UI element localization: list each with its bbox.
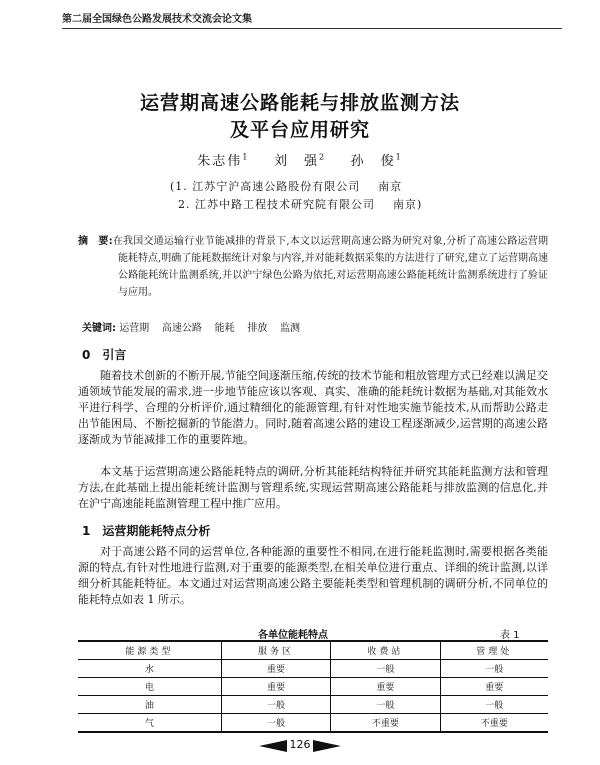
section-heading-intro: 0 引言 — [82, 348, 127, 362]
table-header-cell: 服务区 — [221, 641, 330, 660]
energy-characteristics-table — [78, 640, 548, 733]
table-cell: 一般 — [221, 714, 330, 733]
author-list — [0, 150, 600, 169]
keyword: 高速公路 — [161, 323, 202, 334]
author-affiliation-mark: 2 — [318, 152, 327, 162]
keywords — [82, 319, 300, 334]
table-cell: 一般 — [331, 696, 440, 714]
keyword: 排放 — [247, 323, 268, 334]
keywords-label: 关键词: — [82, 323, 116, 334]
table-cell: 水 — [78, 660, 221, 678]
affiliation-city: 南京) — [393, 198, 423, 211]
table-row — [78, 660, 548, 678]
table-cell: 一般 — [331, 660, 440, 678]
paper-title-line-1: 运营期高速公路能耗与排放监测方法 — [139, 92, 460, 114]
keyword: 监测 — [280, 323, 301, 334]
running-header: 第二届全国绿色公路发展技术交流会论文集 — [62, 10, 562, 29]
table-number: 表 1 — [500, 630, 520, 641]
abstract — [78, 233, 548, 301]
affiliation-name: 2. 江苏中路工程技术研究院有限公司 — [178, 198, 375, 211]
table-cell: 不重要 — [440, 714, 548, 733]
table-cell: 重要 — [440, 678, 548, 696]
table-cell: 油 — [78, 696, 221, 714]
author-name: 孙 俊 — [350, 154, 396, 169]
abstract-label: 摘 要: — [78, 236, 113, 247]
table-caption: 各单位能耗特点 — [258, 630, 328, 641]
table-header-row — [78, 641, 548, 660]
table-header-cell: 能源类型 — [78, 641, 221, 660]
table-cell: 重要 — [331, 678, 440, 696]
intro-paragraph-1: 随着技术创新的不断开展,节能空间逐渐压缩,传统的技术节能和粗放管理方式已经难以满足交通领域节能发展的需求,进一步地节能应该以客观、真实、准确的能耗统计数据为基础,对其能效水平进行科学、合理的分析评价,通过精细化的能源管理,有针对性地实施节能技术,从而帮助公路走出节能困局、不断挖掘新的节能潜力。同时,随着高速公路的建设工程逐渐减少,运营期的高速公路逐渐成为节能减排工作的重要阵地。 — [78, 369, 548, 446]
keyword: 运营期 — [119, 323, 150, 334]
table-cell: 一般 — [440, 696, 548, 714]
affiliation-name: (1. 江苏宁沪高速公路股份有限公司 — [170, 180, 361, 193]
section-heading-energy-analysis: 1 运营期能耗特点分析 — [82, 524, 211, 538]
table-row — [78, 714, 548, 733]
affiliation-city: 南京 — [378, 180, 403, 193]
table-cell: 一般 — [440, 660, 548, 678]
author-name: 刘 强 — [273, 154, 319, 169]
table-cell: 不重要 — [331, 714, 440, 733]
author-affiliation-mark: 1 — [395, 152, 403, 162]
paper-title-line-2: 及平台应用研究 — [229, 119, 370, 141]
table-cell: 一般 — [221, 696, 330, 714]
table-row — [78, 678, 548, 696]
page-number: 126 — [289, 738, 311, 751]
abstract-text: 在我国交通运输行业节能减排的背景下,本文以运营期高速公路为研究对象,分析了高速公路运营期能耗特点,明确了能耗数据统计对象与内容,并对能耗数据采集的方法进行了研究,建立了运营期高速公路能耗统计监测系统,并以沪宁绿色公路为依托,对运营期高速公路能耗统计监测系统进行了验证与应用。 — [112, 236, 549, 298]
table-cell: 重要 — [221, 660, 330, 678]
keyword: 能耗 — [214, 323, 235, 334]
page-number-ornament — [257, 738, 343, 754]
author-name: 朱志伟 — [197, 154, 243, 169]
table-row — [78, 696, 548, 714]
table-header-cell: 收费站 — [331, 641, 440, 660]
affiliation-2 — [178, 196, 422, 212]
intro-paragraph-2: 本文基于运营期高速公路能耗特点的调研,分析其能耗结构特征并研究其能耗监测方法和管理方法,在此基础上提出能耗统计监测与管理系统,实现运营期高速公路能耗与排放监测的信息化,并在沪宁高速能耗监测管理工程中推广应用。 — [78, 465, 548, 510]
table-header-cell: 管理处 — [440, 641, 548, 660]
author-affiliation-mark: 1 — [242, 152, 250, 162]
affiliation-1 — [170, 178, 402, 194]
table-cell: 电 — [78, 678, 221, 696]
analysis-paragraph-1: 对于高速公路不同的运营单位,各种能源的重要性不相同,在进行能耗监测时,需要根据各类能源的特点,有针对性地进行监测,对于重要的能源类型,在相关单位进行重点、详细的统计监测,以详细分析其能耗特征。本文通过对运营期高速公路主要能耗类型和管理机制的调研分析,不同单位的能耗特点如表 1 所示。 — [78, 545, 548, 606]
table-cell: 重要 — [221, 678, 330, 696]
table-cell: 气 — [78, 714, 221, 733]
